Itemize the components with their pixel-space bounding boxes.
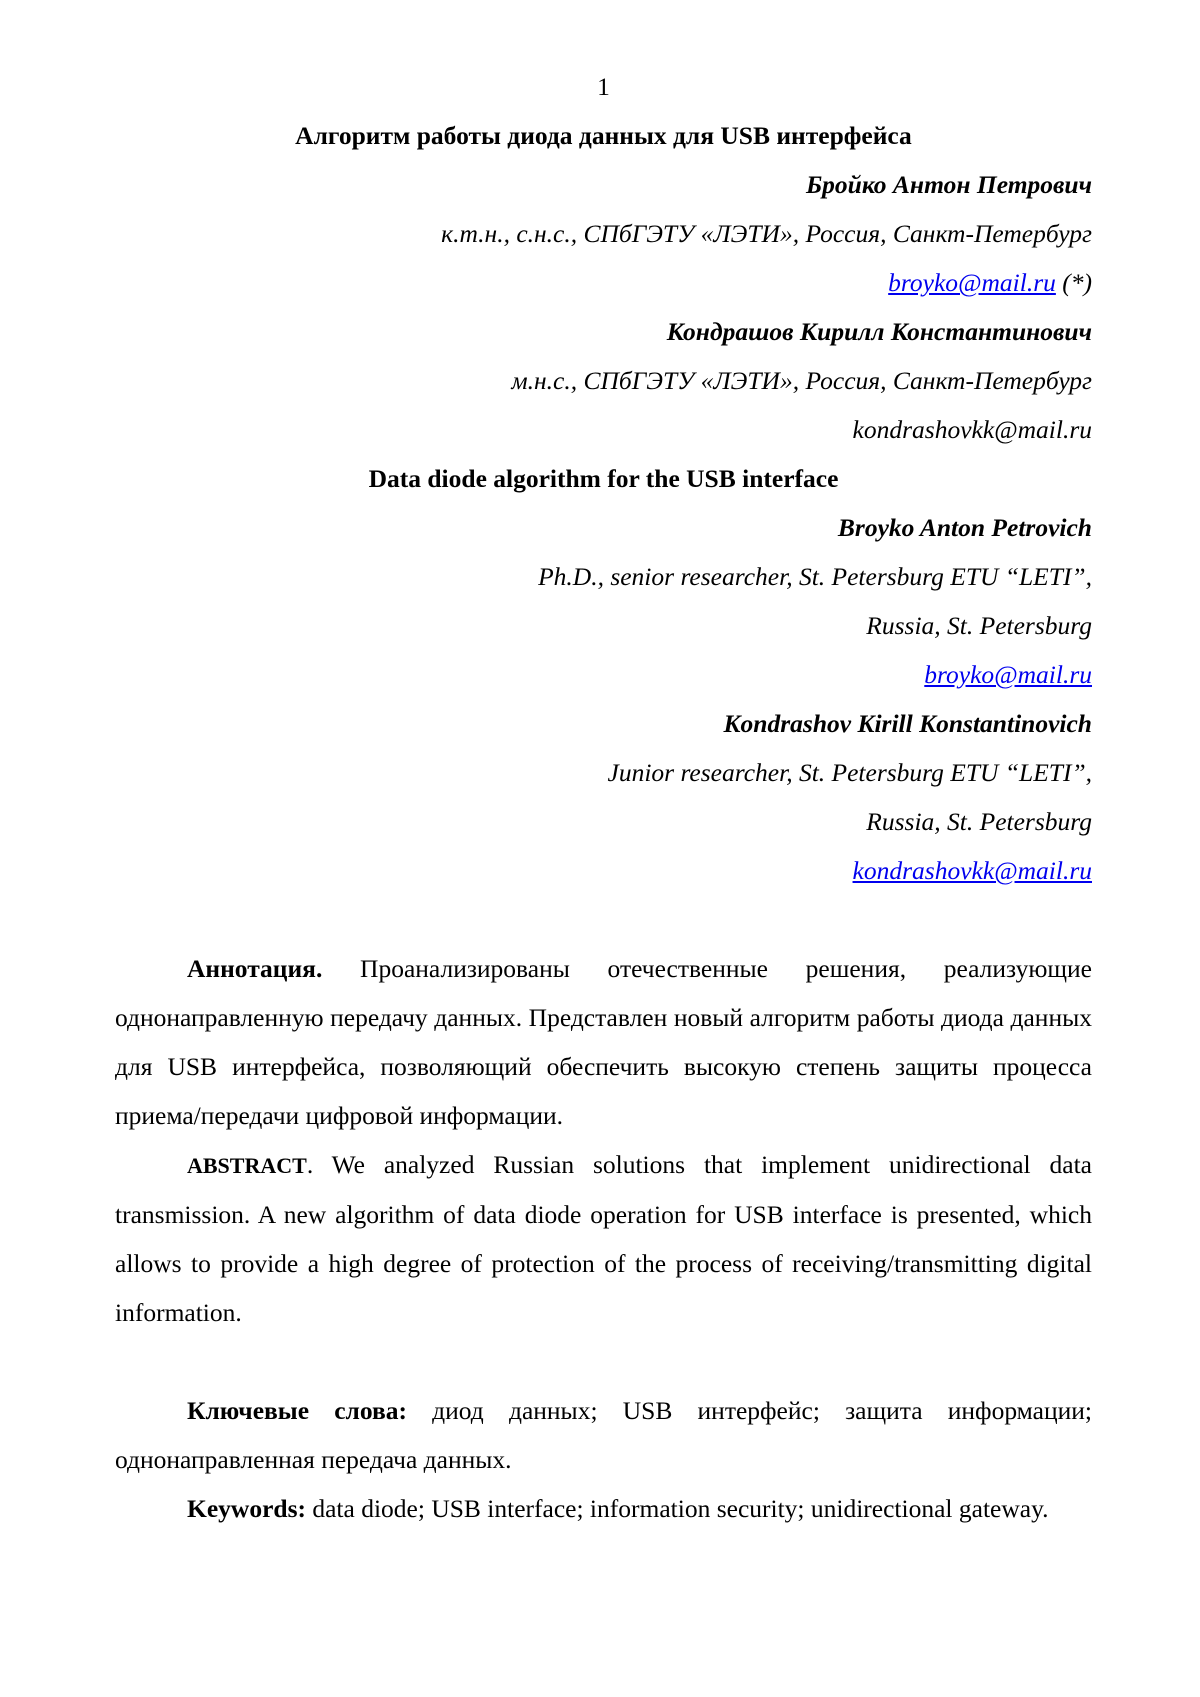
author-en-2-name: Kondrashov Kirill Konstantinovich [723, 709, 1092, 738]
title-en: Data diode algorithm for the USB interface [368, 464, 839, 493]
abstract-ru-label: Аннотация. [187, 954, 323, 983]
keywords-ru [115, 1386, 1092, 1484]
abstract-en-text: . We analyzed Russian solutions that implement unidirectional data transmission. A new algorithm of data diode operation for USB interface is presented, which allows to provide a high degree of protection of the process of receiving/transmitting digital information. [115, 1150, 1092, 1327]
spacer [115, 895, 1092, 944]
spacer [115, 1337, 1092, 1386]
page-number: 1 [597, 72, 610, 101]
author-en-1-name: Broyko Anton Petrovich [837, 513, 1092, 542]
abstract-ru-text: Проанализированы отечественные решения, реализующие однонаправленную передачу данных. Представлен новый алгоритм работы диода данных для USB интерфейса, позволяющий обеспечить высокую степень защиты процесса приема/передачи цифровой информации. [115, 954, 1092, 1130]
keywords-ru-label: Ключевые слова: [187, 1396, 407, 1425]
abstract-en [115, 1140, 1092, 1337]
author-ru-1-affiliation: к.т.н., с.н.с., СПбГЭТУ «ЛЭТИ», Россия, Санкт-Петербург [441, 219, 1092, 248]
author-en-1-email-link[interactable]: broyko@mail.ru [924, 660, 1092, 689]
keywords-en-text: data diode; USB interface; information security; unidirectional gateway. [305, 1494, 1049, 1523]
author-ru-2-email: kondrashovkk@mail.ru [852, 415, 1092, 444]
author-ru-2-affiliation: м.н.с., СПбГЭТУ «ЛЭТИ», Россия, Санкт-Петербург [511, 366, 1092, 395]
keywords-en [115, 1484, 1092, 1533]
author-en-1-affiliation-line-1: Ph.D., senior researcher, St. Petersburg ETU “LETI”, [538, 562, 1092, 591]
title-ru: Алгоритм работы диода данных для USB интерфейса [295, 121, 912, 150]
abstract-en-label: ABSTRACT [187, 1153, 307, 1178]
author-ru-1-email-link[interactable]: broyko@mail.ru [888, 268, 1056, 297]
author-ru-1-name: Бройко Антон Петрович [805, 170, 1092, 199]
abstract-ru [115, 944, 1092, 1140]
author-ru-1-contact [115, 258, 1092, 307]
keywords-en-label: Keywords: [187, 1494, 306, 1523]
author-en-2-affiliation-line-1: Junior researcher, St. Petersburg ETU “LETI”, [607, 758, 1092, 787]
author-en-2-email-link[interactable]: kondrashovkk@mail.ru [852, 856, 1092, 885]
author-ru-2-name: Кондрашов Кирилл Константинович [666, 317, 1092, 346]
corresponding-author-mark: (*) [1055, 268, 1092, 297]
keywords-ru-text: диод данных; USB интерфейс; защита информации; однонаправленная передача данных. [115, 1396, 1092, 1474]
author-en-1-affiliation-line-2: Russia, St. Petersburg [866, 611, 1092, 640]
author-en-2-affiliation-line-2: Russia, St. Petersburg [866, 807, 1092, 836]
